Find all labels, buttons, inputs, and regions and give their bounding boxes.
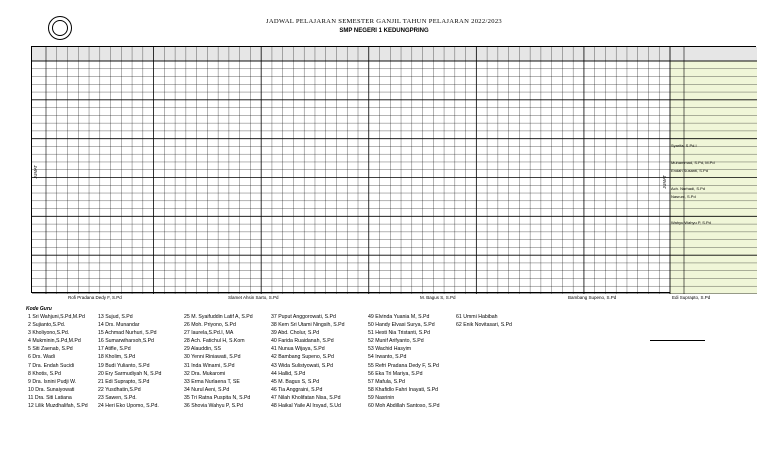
guru-item: 55 Refri Pradana Dedy F, S.Pd bbox=[368, 362, 439, 369]
guru-item: 9 Dra. Isnini Pudji W. bbox=[28, 378, 77, 385]
schedule-grid bbox=[31, 46, 756, 293]
guru-item: 45 M. Bagus S, S.Pd bbox=[271, 378, 320, 385]
guru-item: 25 M. Syaifuddin Latif A, S.Pd bbox=[184, 314, 253, 320]
guru-item: 15 Achmad Nurhuri, S.Pd bbox=[98, 330, 157, 337]
guru-item: 2 Sujianto,S.Pd. bbox=[28, 322, 66, 329]
guru-column-3 bbox=[184, 313, 253, 410]
guru-item: 56 Eka Tri Mariya, S.Pd bbox=[368, 370, 423, 377]
guru-item: 21 Edi Suprapto, S.Pd bbox=[98, 378, 150, 385]
guru-item: 35 Tri Ratna Puspita N, S.Pd bbox=[184, 394, 251, 401]
note-4: Ach. Nurhadi, S.Pd bbox=[671, 186, 706, 191]
guru-item: 48 Haikal Yaile Al Irsyad, S.Ud bbox=[271, 403, 341, 410]
guru-item: 23 Sawen, S.Pd. bbox=[98, 394, 137, 401]
guru-item: 17 Atifle, S.Pd bbox=[98, 346, 131, 353]
day-label-left: JUMAT bbox=[33, 165, 38, 179]
guru-item: 33 Erma Nurlaena T, SE bbox=[184, 378, 240, 385]
guru-item: 57 Mafula, S.Pd bbox=[368, 378, 405, 385]
guru-item: 1 Sri Wahjuni,S.Pd,M.Pd bbox=[28, 314, 85, 320]
guru-item: 36 Shovia Wahyu P, S.Pd bbox=[184, 403, 243, 410]
guru-item: 22 Yusdhatin,S.Pd bbox=[98, 386, 141, 393]
guru-item: 37 Puput Anggorowati, S.Pd bbox=[271, 314, 336, 320]
guru-item: 11 Dra. Siti Latiana bbox=[28, 394, 72, 401]
guru-item: 4 Mukminin,S.Pd,M.Pd bbox=[28, 338, 81, 345]
guru-item: 31 Inda Winarni, S.Pd bbox=[184, 362, 235, 369]
guru-item: 44 Hallid, S.Pd bbox=[271, 370, 306, 377]
day-label-right: JUMAT bbox=[662, 175, 667, 189]
guru-column-4 bbox=[271, 313, 345, 410]
guru-item: 12 Lilik Muzdhalifah, S.Pd bbox=[28, 403, 88, 410]
guru-item: 54 Irwanto, S.Pd bbox=[368, 354, 407, 361]
guru-item: 6 Drs. Wadi bbox=[28, 354, 55, 361]
guru-item: 46 Tia Anggraini, S.Pd bbox=[271, 386, 323, 393]
guru-item: 50 Handy Elvasi Surya, S.Pd bbox=[368, 322, 435, 329]
teacher-2: Slamet Ahsin Sarto, S.Pd bbox=[228, 295, 279, 300]
page-title: JADWAL PELAJARAN SEMESTER GANJIL TAHUN PELAJARAN 2022/2023 bbox=[265, 18, 503, 25]
guru-item: 32 Dra. Mukaromi bbox=[184, 370, 226, 377]
school-name: SMP NEGERI 1 KEDUNGPRING bbox=[339, 28, 429, 34]
guru-item: 26 Moh. Priyono, S.Pd bbox=[184, 322, 236, 329]
guru-item: 13 Sujud, S.Pd bbox=[98, 314, 133, 320]
guru-item: 40 Farida Ruaidanah, S.Pd bbox=[271, 338, 334, 345]
guru-item: 49 Elvinda Yuania M, S.Pd bbox=[368, 314, 430, 320]
note-2: Muhammad, S.Pd, M.Pd bbox=[671, 160, 715, 165]
guru-item: 19 Budi Yulianto, S.Pd bbox=[98, 362, 150, 369]
guru-item: 3 Kholiyono,S.Pd. bbox=[28, 330, 70, 337]
signature-line bbox=[650, 340, 705, 341]
schedule-table-lines bbox=[32, 47, 757, 294]
guru-item: 47 Nilah Kholifatan Nisa, S.Pd bbox=[271, 394, 341, 401]
guru-item: 10 Dra. Sunaiyowati bbox=[28, 386, 75, 393]
guru-item: 30 Yenni Riniawati, S.Pd bbox=[184, 354, 241, 361]
grid-header-band bbox=[32, 47, 757, 61]
guru-item: 51 Hesti Nia Tristanti, S.Pd bbox=[368, 330, 430, 337]
guru-item: 58 Khafidlo Fahri Inayati, S.Pd bbox=[368, 386, 439, 393]
guru-item: 27 Iaurela,S.Pd.I, MA bbox=[184, 330, 234, 337]
guru-item: 18 Kholim, S.Pd bbox=[98, 354, 136, 361]
guru-item: 59 Nasrinin bbox=[368, 394, 395, 401]
guru-item: 43 Wida Sulistyowati, S.Pd bbox=[271, 362, 333, 369]
guru-item: 16 Sumarwiharsoh,S.Pd bbox=[98, 338, 154, 345]
teacher-1: Rofi Pradana Dedy F, S.Pd bbox=[68, 295, 122, 300]
guru-column-6 bbox=[456, 313, 512, 329]
guru-item: 14 Drs. Munandar bbox=[98, 322, 140, 329]
kode-guru-label: Kode Guru bbox=[26, 306, 52, 312]
guru-item: 5 Siti Zaenab, S.Pd bbox=[28, 346, 73, 353]
guru-item: 7 Dra. Endah Sucidi bbox=[28, 362, 75, 369]
guru-item: 28 Ach. Fatichul H, S.Kom bbox=[184, 338, 245, 345]
guru-item: 8 Khotis, S.Pd bbox=[28, 370, 61, 377]
guru-item: 20 Ery Sarmudiyah N, S.Pd bbox=[98, 370, 162, 377]
guru-item: 61 Ummi Habibah bbox=[456, 314, 498, 320]
guru-item: 24 Heri Eko Upomo, S.Pd. bbox=[98, 403, 159, 410]
note-3: Endah Susanti, S.Pd bbox=[671, 168, 708, 173]
note-6: Wahyu Wahyu P, S.Pd bbox=[671, 220, 711, 225]
guru-item: 41 Nunua Wijaya, S.Pd bbox=[271, 346, 325, 353]
guru-item: 53 Wachid Hasyim bbox=[368, 346, 412, 353]
guru-item: 29 Alauddin, SS bbox=[184, 346, 221, 353]
guru-item: 62 Enik Novitasari, S.Pd bbox=[456, 322, 512, 329]
teacher-4: Bambang Supeno, S.Pd bbox=[568, 295, 617, 300]
guru-item: 60 Moh Abdillah Santoso, S.Pd bbox=[368, 403, 440, 410]
guru-column-2 bbox=[98, 313, 161, 410]
guru-item: 34 Nurul Aeni, S.Pd bbox=[184, 386, 230, 393]
note-1: Syarifa, S.Pd.I bbox=[671, 143, 697, 148]
guru-column-5 bbox=[368, 313, 440, 410]
teacher-3: M. Bagus S, S.Pd bbox=[420, 295, 456, 300]
guru-item: 38 Kem Sri Utami Ningsih, S.Pd bbox=[271, 322, 345, 329]
note-5: Nasruni, S.Pd bbox=[671, 194, 696, 199]
guru-item: 52 Munif Arifyanto, S.Pd bbox=[368, 338, 424, 345]
teacher-5: Edi Suprapto, S.Pd bbox=[672, 295, 711, 300]
guru-item: 42 Bambang Supeno, S.Pd bbox=[271, 354, 334, 361]
guru-item: 39 Abd. Cholur, S.Pd bbox=[271, 330, 320, 337]
guru-column-1 bbox=[28, 313, 88, 410]
